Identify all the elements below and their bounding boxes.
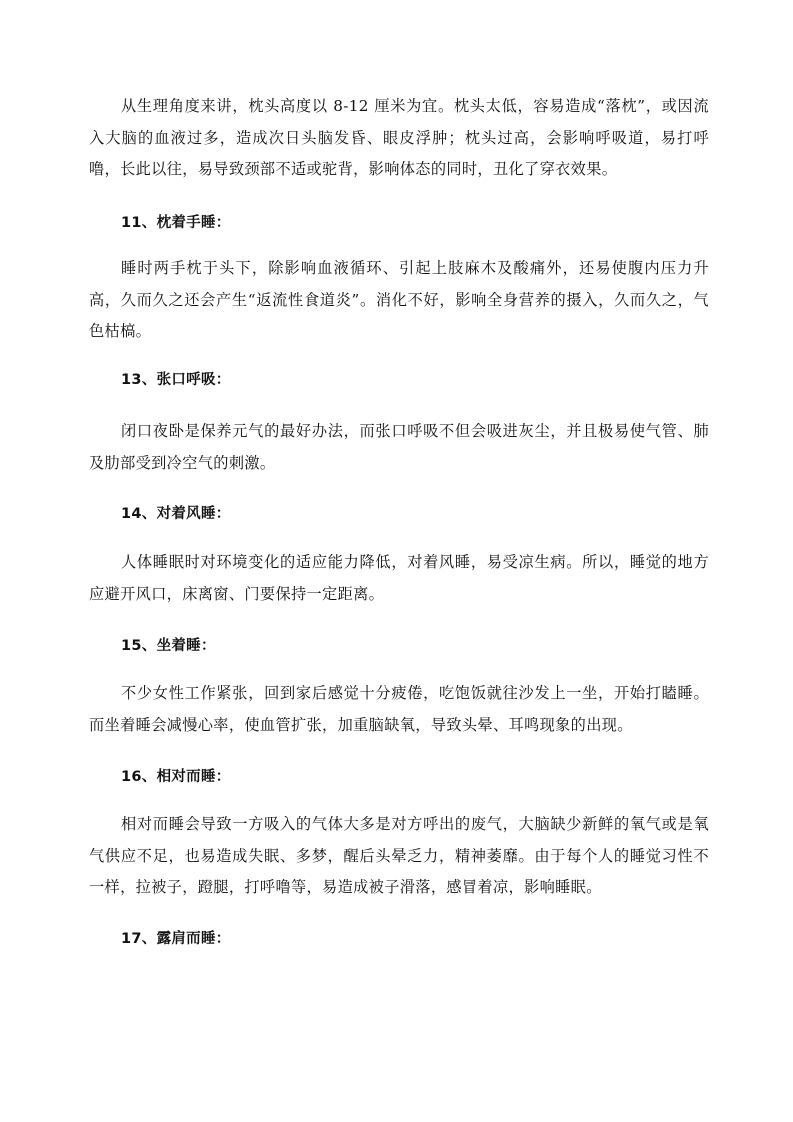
- heading-sitting-sleep: 15、坐着睡：: [121, 638, 216, 654]
- paragraph-sleep-facing-wind: 人体睡眠时对环境变化的适应能力降低，对着风睡，易受凉生病。所以，睡觉的地方应避开风口，床离窗、门要保持一定距离。: [89, 553, 709, 603]
- paragraph-face-to-face-sleep: 相对而睡会导致一方吸入的气体大多是对方呼出的废气，大脑缺少新鲜的氧气或是氧气供应不足，也易造成失眠、多梦，醒后头晕乏力，精神萎靡。由于每个人的睡觉习性不一样，拉被子，蹬腿，打呼噜等，易造成被子滑落，感冒着凉，影响睡眠。: [89, 815, 709, 896]
- heading-face-to-face-sleep: 16、相对而睡：: [121, 769, 231, 785]
- paragraph-sleep-on-hands: 睡时两手枕于头下，除影响血液循环、引起上肢麻木及酸痛外，还易使腹内压力升高，久而久之还会产生“返流性食道炎”。消化不好，影响全身营养的摄入，久而久之，气色枯槁。: [89, 259, 709, 340]
- heading-sleep-facing-wind: 14、对着风睡：: [121, 506, 231, 522]
- heading-mouth-breathing: 13、张口呼吸：: [121, 372, 231, 388]
- paragraph-mouth-breathing: 闭口夜卧是保养元气的最好办法，而张口呼吸不但会吸进灰尘，并且极易使气管、肺及肋部受到冷空气的刺激。: [89, 422, 709, 472]
- heading-sleep-on-hands: 11、枕着手睡：: [121, 215, 231, 231]
- heading-bare-shoulder-sleep: 17、露肩而睡：: [121, 931, 231, 947]
- paragraph-pillow-height: 从生理角度来讲，枕头高度以 8-12 厘米为宜。枕头太低，容易造成“落枕”，或因流入大脑的血液过多，造成次日头脑发昏、眼皮浮肿；枕头过高，会影响呼吸道，易打呼噜，长此以往，易导致颈部不适或驼背，影响体态的同时，丑化了穿衣效果。: [89, 97, 709, 178]
- paragraph-sitting-sleep: 不少女性工作紧张，回到家后感觉十分疲倦，吃饱饭就往沙发上一坐，开始打瞌睡。而坐着睡会减慢心率，使血管扩张，加重脑缺氧，导致头晕、耳鸣现象的出现。: [89, 684, 709, 734]
